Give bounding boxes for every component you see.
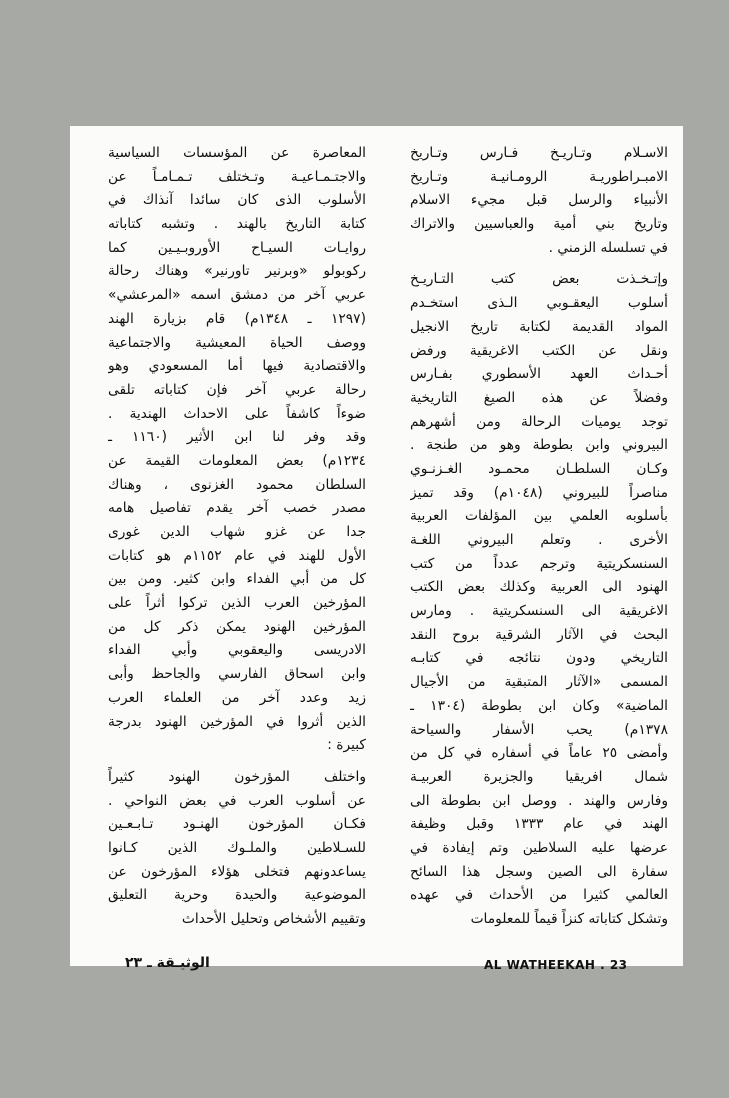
text-line: الأول للهند في عام ١١٥٢م هو كتابات [108,547,366,564]
text-line: وأمضى ٢٥ عاماً في أسفاره في كل من [410,745,668,762]
text-line: السنسكريتية وترجم عدداً من كتب [410,555,668,572]
text-line: في تسلسله الزمني . [548,239,668,256]
text-line: يساعدونهم فتخلى هؤلاء المؤرخون عن [108,863,366,880]
magazine-page [70,126,683,972]
text-line: والاقتصادية فيها أما المسعودي وهو [108,358,366,375]
text-line: وإتـخـذت بعض كتب التـاريـخ [410,271,668,288]
text-line: العالمي كثيرا من الأحداث في عهده [410,887,668,904]
text-line: الاسـلام وتـاريـخ فـارس وتـاريخ [410,145,668,161]
text-line: الامبـراطوريـة الرومـانيـة وتـاريخ [410,168,668,185]
text-line: زيد وعدد آخر من العلماء العرب [108,689,366,706]
text-line: عن أسلوب العرب في بعض النواحي . [108,792,366,809]
text-line: ووصف الحياة المعيشية والاجتماعية [108,334,366,351]
text-line: كل من أبي الفداء وابن كثير. ومن بين [108,571,366,588]
footer-page-label-latin: AL WATHEEKAH . 23 [484,958,628,972]
left-text-column [108,142,366,932]
text-line: وقد وفر لنا ابن الأثير (١١٦٠ ـ [108,429,366,446]
text-line: وكـان السلطـان محمـود الغـزنـوي [410,460,668,477]
text-line: أحـداث العهد الأسطوري بفـارس [410,366,668,383]
text-line: عرضها عليه السلاطين وتم إيفادة في [410,839,668,856]
text-line: والاجتـمـاعيـة وتـختلف تـمـامـاً عن [108,168,366,185]
text-line: كتابة التاريخ بالهند . وتشبه كتاباته [108,216,366,233]
text-line: واختلف المؤرخون الهنود كثيراً [108,768,366,785]
text-line: ونقل عن الكتب الاغريقية ورفض [410,342,668,359]
text-line: (١٢٩٧ ـ ١٣٤٨م) قام بزيارة الهند [108,310,366,327]
text-line: المعاصرة عن المؤسسات السياسية [108,145,366,161]
text-line: توجد يوميات الرحالة ومن أشهرهم [410,413,668,430]
text-line: شمال افريقيا والجزيرة العربيـة [410,768,668,785]
text-line: الأخرى . وتعلم البيروني اللغـة [410,532,668,548]
text-line: فكـان المؤرخون الهنـود تـابـعـين [108,816,366,833]
text-line: المسمى «الآثار المتبقية من الأجيال [410,674,668,691]
text-line: جدا عن غزو شهاب الدين غورى [108,524,366,540]
text-line: للسـلاطين والملـوك الذين كـانوا [108,839,366,856]
text-line: السلطان محمود الغزنوى ، وهناك [108,476,366,493]
text-line: الماضية» وكان ابن بطوطة (١٣٠٤ ـ [410,697,668,714]
text-line: روايـات السيـاح الأوروبـيـين كما [108,239,366,256]
text-line: ضوءاً كاشفاً على الاحداث الهندية . [108,405,366,422]
footer-page-label-arabic: الوثيـقة ـ ٢٣ [125,955,210,971]
text-line: سفارة الى الصين وسجل هذا السائح [410,863,668,880]
text-line: المؤرخين العرب الذين تركوا أثراً على [108,595,366,612]
text-line: ١٣٧٨م) يحب الأسفار والسياحة [410,721,668,738]
text-line: البيروني وابن بطوطة وهو من طنجة . [410,437,668,454]
text-line: الأسلوب الذى كان سائدا آنذاك في [108,192,366,209]
text-line: الذين أثروا في المؤرخين الهنود بدرجة [108,713,366,730]
text-line: ركوبولو «وبرنير تاورنير» وهناك رحالة [108,263,366,280]
text-line: عربي آخر من دمشق اسمه «المرعشي» [108,287,366,304]
text-line: الادريسى واليعقوبي وأبي الفداء [108,642,366,659]
right-text-column [410,142,668,932]
text-line: أسلوب اليعقـوبي الـذى استخـدم [410,295,668,312]
text-line: وفارس والهند . ووصل ابن بطوطة الى [410,792,668,809]
text-line: الهنود الى العربية وكذلك بعض الكتب [410,579,668,596]
text-line: ١٢٣٤م) بعض المعلومات القيمة عن [108,452,366,469]
text-line: رحالة عربي آخر فإن كتاباته تلقى [108,381,366,398]
text-line: المواد القديمة لكتابة تاريخ الانجيل [410,318,668,335]
text-line: الهند في عام ١٣٣٣ وقبل وظيفة [410,816,668,833]
text-line: وتقييم الأشخاص وتحليل الأحداث [181,911,366,927]
text-line: وتاريخ بني أمية والعباسيين والاتراك [410,216,668,233]
text-line: البحث في الآثار الشرقية بروح النقد [410,626,668,643]
text-line: الأنبياء والرسل قبل مجيء الاسلام [410,192,668,209]
text-line: الموضوعية والحيدة وحرية التعليق [108,887,366,904]
text-line: وابن اسحاق الفارسي والجاحظ وأبى [108,666,366,683]
text-line: وفضلاً عن هذه الصيغ التاريخية [410,389,668,406]
text-line: مناصراً للبيروني (١٠٤٨م) وقد تميز [410,484,668,501]
text-line: الاغريقية الى السنسكريتية . ومارس [410,603,668,620]
text-line: بأسلوبه العلمي بين المؤلفات العربية [410,508,668,525]
text-line: مصدر خصب آخر يقدم تفاصيل هامه [108,500,366,517]
text-line: التاريخي ودون نتائجه في كتابـه [410,650,668,667]
text-line: كبيرة : [327,737,366,754]
text-line: المؤرخين الهنود يمكن ذكر كل من [108,618,366,635]
text-line: وتشكل كتاباته كنزاً قيماً للمعلومات [470,911,668,927]
